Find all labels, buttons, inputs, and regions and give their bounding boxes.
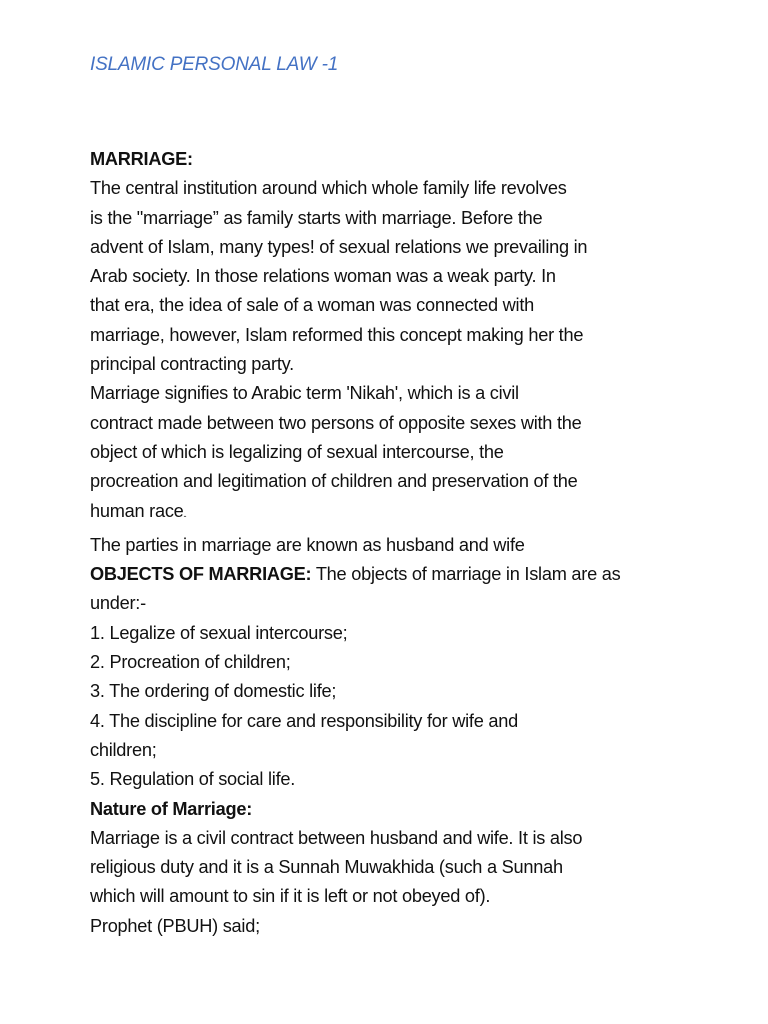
- paragraph-line: that era, the idea of sale of a woman was connected with: [90, 295, 534, 316]
- objects-heading: OBJECTS OF MARRIAGE:: [90, 564, 312, 585]
- paragraph-line: principal contracting party.: [90, 354, 294, 375]
- list-item: children;: [90, 739, 157, 760]
- footnote-mark: -: [183, 510, 187, 521]
- list-item: 4. The discipline for care and responsibility for wife and: [90, 710, 518, 731]
- paragraph-line: Arab society. In those relations woman was a weak party. In: [90, 266, 556, 287]
- document-body: [90, 145, 690, 941]
- objects-intro: The objects of marriage in Islam are as: [311, 564, 621, 585]
- paragraph-line: which will amount to sin if it is left or not obeyed of).: [90, 886, 491, 907]
- list-item: 2. Procreation of children;: [90, 652, 291, 673]
- human-race-text: human race: [90, 500, 184, 521]
- paragraph-line: advent of Islam, many types! of sexual relations we prevailing in: [90, 236, 588, 257]
- document-title: ISLAMIC PERSONAL LAW -1: [90, 54, 339, 75]
- paragraph-line: Marriage signifies to Arabic term 'Nikah', which is a civil: [90, 383, 519, 404]
- paragraph-line: religious duty and it is a Sunnah Muwakhida (such a Sunnah: [90, 857, 563, 878]
- list-item: 3. The ordering of domestic life;: [90, 681, 337, 702]
- objects-line: [90, 560, 690, 589]
- paragraph-line: procreation and legitimation of children and preservation of the: [90, 471, 578, 492]
- paragraph-line: The central institution around which whole family life revolves: [90, 178, 567, 199]
- parties-line: The parties in marriage are known as husband and wife: [90, 534, 525, 555]
- paragraph-line: Prophet (PBUH) said;: [90, 915, 260, 936]
- paragraph-line: object of which is legalizing of sexual intercourse, the: [90, 441, 504, 462]
- objects-intro-continued: under:-: [90, 593, 146, 614]
- list-item: 1. Legalize of sexual intercourse;: [90, 622, 348, 643]
- marriage-heading: MARRIAGE:: [90, 149, 193, 169]
- paragraph-line: is the "marriage” as family starts with marriage. Before the: [90, 207, 543, 228]
- paragraph-line: contract made between two persons of opposite sexes with the: [90, 412, 582, 433]
- list-item: 5. Regulation of social life.: [90, 769, 296, 790]
- paragraph-line: Marriage is a civil contract between husband and wife. It is also: [90, 827, 583, 848]
- paragraph-line: [90, 497, 690, 531]
- nature-heading: Nature of Marriage:: [90, 798, 253, 819]
- paragraph-line: marriage, however, Islam reformed this concept making her the: [90, 324, 584, 345]
